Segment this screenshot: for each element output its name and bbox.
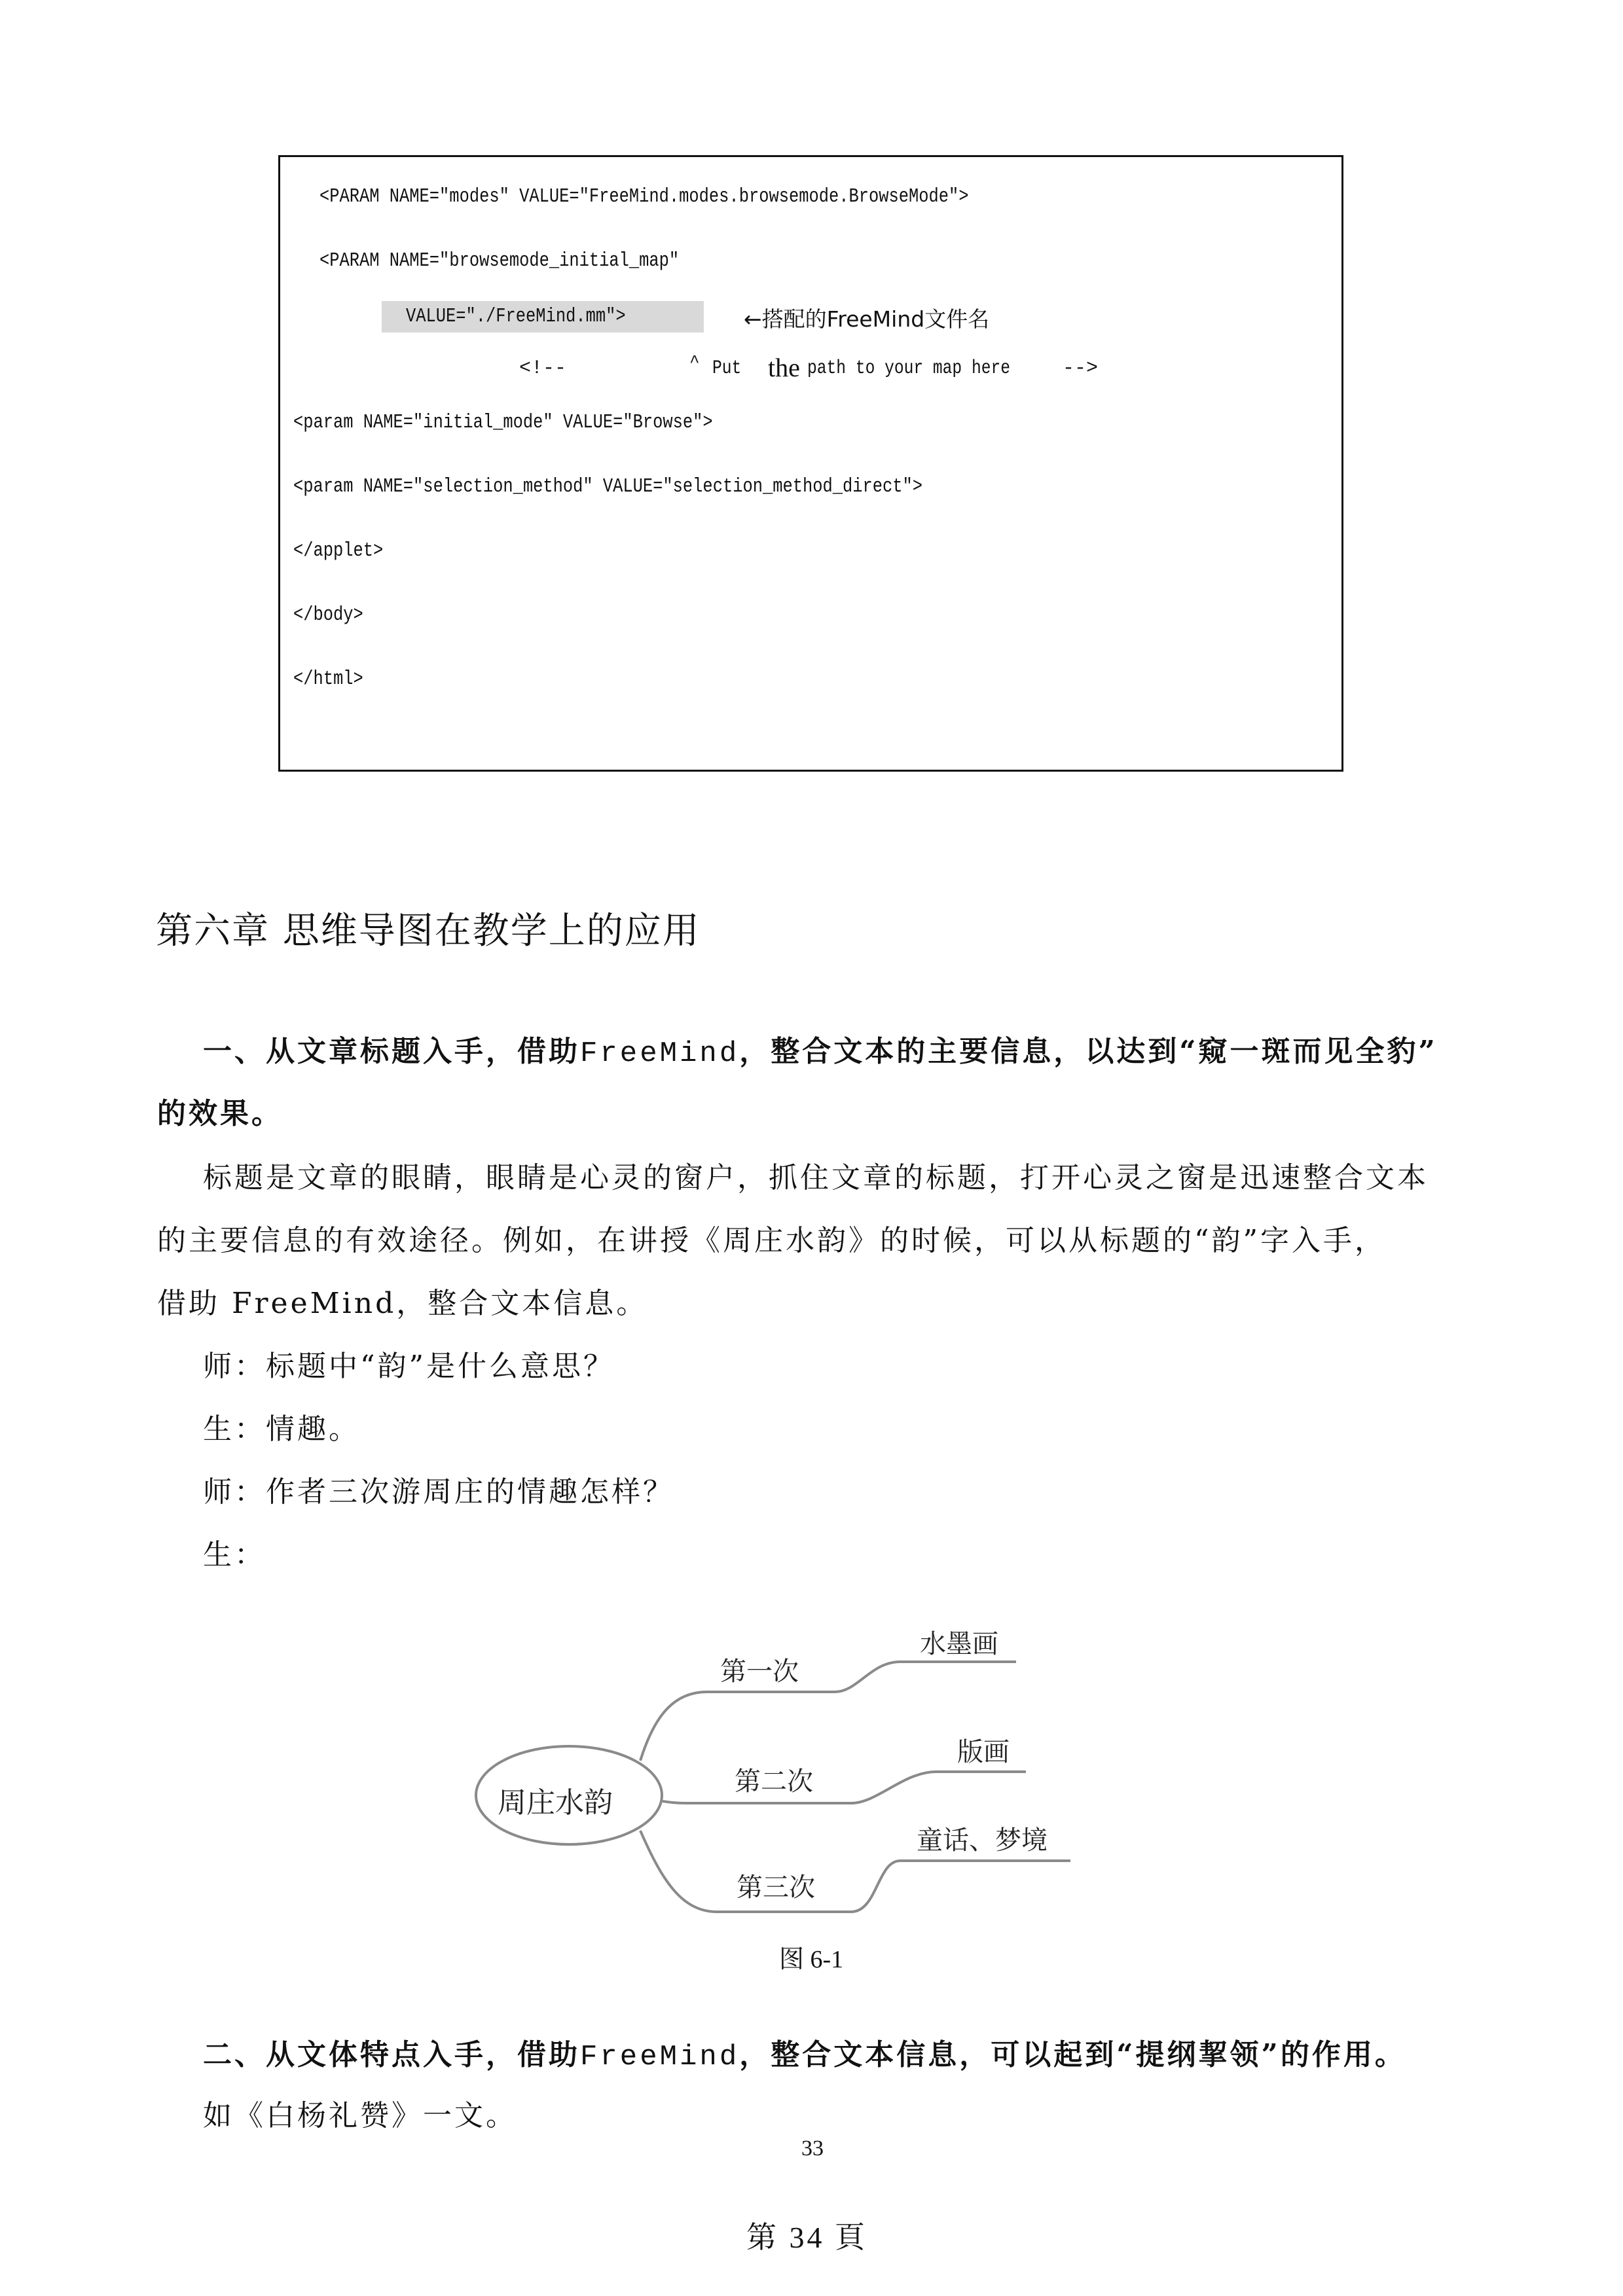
code-comment-open: <!-- (519, 357, 567, 380)
paragraph-line-1: 标题是文章的眼睛，眼睛是心灵的窗户，抓住文章的标题，打开心灵之窗是迅速整合文本 (203, 1161, 1429, 1194)
mind-map-branch-1-child: 水墨画 (920, 1629, 998, 1659)
section-2-heading (203, 2031, 1406, 2073)
code-comment-the: the (768, 353, 800, 382)
dialog-line-2: 生：情趣。 (203, 1412, 360, 1446)
code-line-1: <PARAM NAME="modes" VALUE="FreeMind.modes.browsemode.BrowseMode"> (319, 185, 969, 208)
section-1-heading-freemind: FreeMind (580, 1037, 740, 1070)
paragraph-line-3: 借助 FreeMind，整合文本信息。 (157, 1287, 648, 1320)
code-comment-text: path to your map here (807, 357, 1011, 380)
section-2-paragraph: 如《白杨礼赞》一文。 (203, 2099, 517, 2132)
code-line-3: VALUE="./FreeMind.mm"> (406, 305, 626, 328)
page-footer: 第 34 頁 (746, 2221, 867, 2254)
code-line-8: </html> (293, 668, 363, 691)
code-comment-caret: ^ (689, 352, 700, 372)
dialog-line-3: 师：作者三次游周庄的情趣怎样？ (203, 1475, 674, 1509)
mind-map-branch-3-label: 第三次 (737, 1873, 815, 1903)
page-number: 33 (801, 2136, 824, 2161)
code-comment-put: Put (712, 357, 742, 380)
code-line-5: <param NAME="selection_method" VALUE="selection_method_direct"> (293, 475, 923, 498)
code-line-2: <PARAM NAME="browsemode_initial_map" (319, 249, 680, 272)
section-1-heading-a: 一、从文章标题入手，借助 (203, 1035, 580, 1068)
code-line-6: </applet> (293, 539, 384, 562)
mind-map-branch-2-label: 第二次 (735, 1767, 813, 1797)
section-1-heading-b: ，整合文本的主要信息，以达到“窥一斑而见全豹” (739, 1035, 1438, 1068)
code-line-4: <param NAME="initial_mode" VALUE="Browse"> (293, 411, 713, 434)
section-2-heading-a: 二、从文体特点入手，借助 (203, 2038, 580, 2072)
mind-map-center-label: 周庄水韵 (498, 1786, 613, 1820)
code-line-7: </body> (293, 603, 363, 626)
section-2-heading-b: ，整合文本信息，可以起到“提纲挈领”的作用。 (739, 2038, 1406, 2072)
code-comment-close: --> (1063, 357, 1099, 380)
dialog-line-1: 师：标题中“韵”是什么意思？ (203, 1350, 615, 1383)
section-2-heading-freemind: FreeMind (580, 2041, 740, 2073)
dialog-line-4: 生： (203, 1538, 266, 1571)
mind-map-branch-2-child: 版画 (957, 1737, 1010, 1767)
figure-caption: 图 6-1 (779, 1946, 844, 1973)
branch-2-line (663, 1772, 1026, 1803)
paragraph-line-2: 的主要信息的有效途径。例如，在讲授《周庄水韵》的时候，可以从标题的“韵”字入手， (157, 1224, 1386, 1257)
chapter-title: 第六章 思维导图在教学上的应用 (156, 910, 701, 952)
code-highlight-note: ←搭配的FreeMind文件名 (744, 306, 990, 332)
mind-map-branch-3-child: 童话、梦境 (917, 1825, 1048, 1856)
section-1-heading-line-2: 的效果。 (157, 1097, 283, 1130)
mind-map-branch-1-label: 第一次 (720, 1657, 799, 1687)
